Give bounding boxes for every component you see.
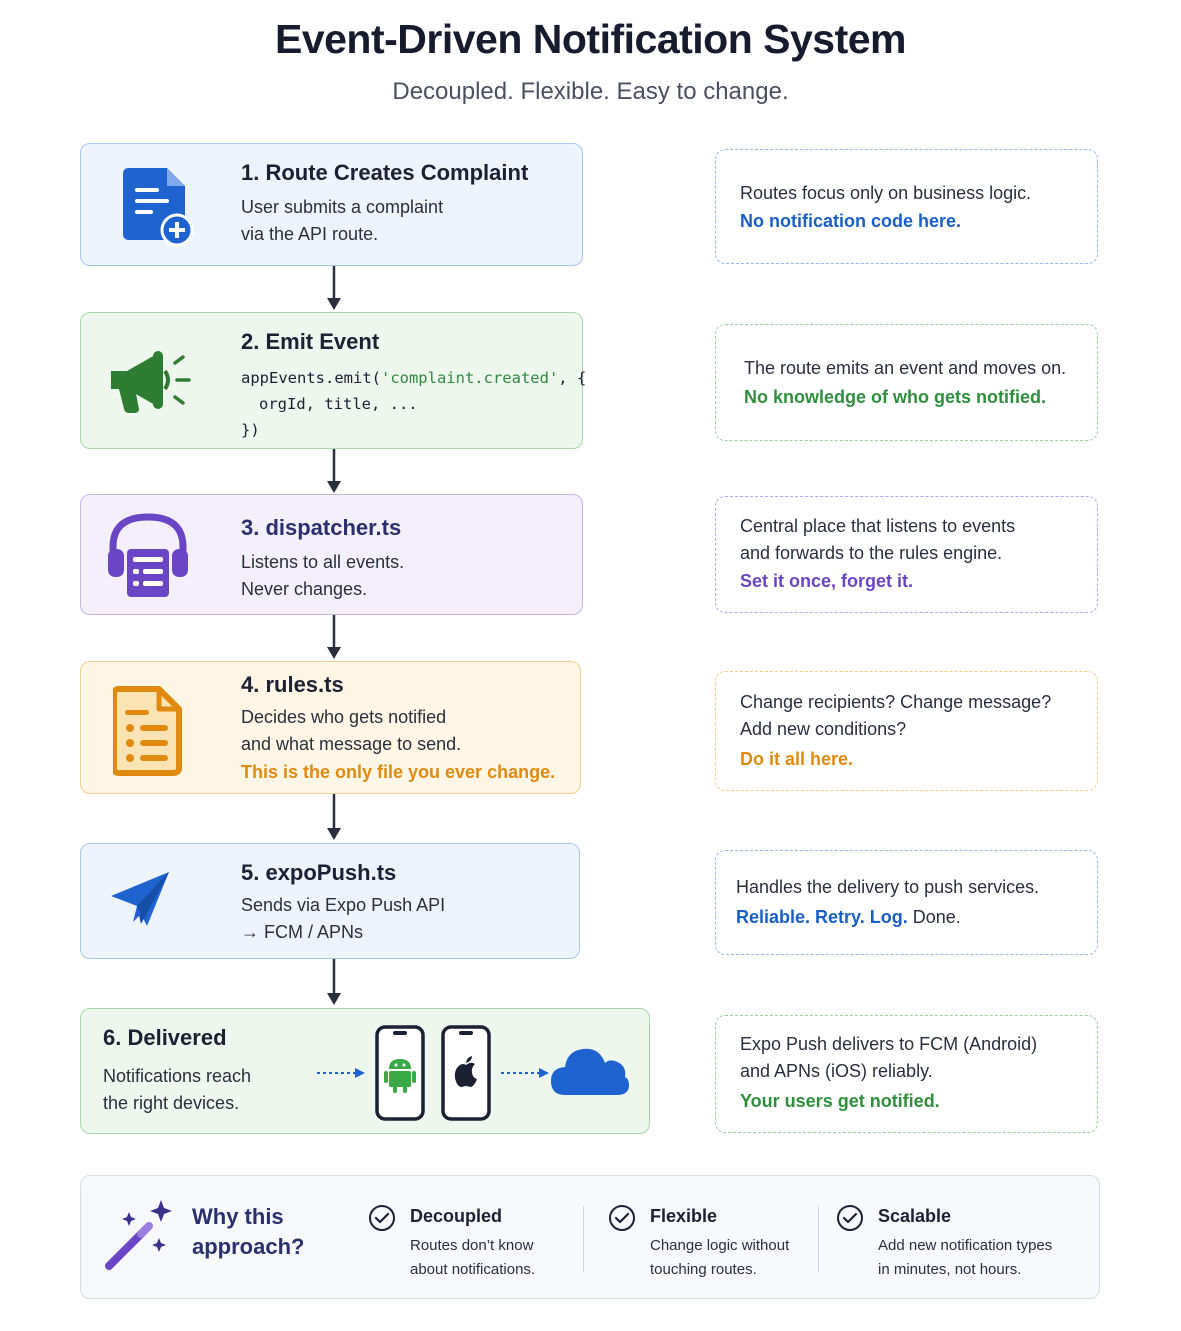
note-highlight: No notification code here.	[740, 211, 962, 231]
step-highlight: This is the only file you ever change.	[241, 762, 556, 782]
divider	[583, 1206, 584, 1272]
note-text: Change recipients? Change message?	[740, 692, 1052, 712]
note-rules	[715, 671, 1098, 791]
step-description: Sends via Expo Push API	[241, 895, 446, 915]
why-title: Why this approach?	[192, 1204, 305, 1259]
flow-arrow	[324, 615, 344, 661]
step-description: → FCM / APNs	[241, 922, 364, 942]
benefit-description: Add new notification types in minutes, not hours.	[878, 1237, 1053, 1278]
note-highlight: Set it once, forget it.	[740, 571, 914, 591]
step-title: 1. Route Creates Complaint	[241, 160, 529, 185]
step-description: Decides who gets notified	[241, 707, 447, 727]
flow-arrow	[324, 449, 344, 495]
page-subtitle: Decoupled. Flexible. Easy to change.	[392, 78, 789, 105]
step-description: via the API route.	[241, 224, 379, 244]
flow-arrow	[324, 794, 344, 842]
note-highlight: Reliable. Retry. Log.	[736, 907, 908, 927]
step-title: 5. expoPush.ts	[241, 860, 397, 885]
check-circle-icon	[836, 1204, 864, 1232]
benefit-title: Scalable	[878, 1206, 952, 1226]
step-description: Never changes.	[241, 579, 368, 599]
flow-arrow	[324, 266, 344, 312]
benefit-description: Routes don’t know about notifications.	[410, 1237, 536, 1278]
step-description: User submits a complaint	[241, 197, 444, 217]
step-rules	[80, 661, 581, 794]
note-text: The route emits an event and moves on.	[744, 358, 1067, 378]
note-route	[715, 149, 1098, 264]
note-text: Handles the delivery to push services.	[736, 877, 1040, 897]
step-title: 2. Emit Event	[241, 329, 380, 354]
note-dispatcher	[715, 496, 1098, 613]
benefit-title: Decoupled	[410, 1206, 503, 1226]
document-add-icon	[123, 166, 197, 253]
step-delivered	[80, 1008, 650, 1134]
note-text: and APNs (iOS) reliably.	[740, 1061, 933, 1081]
note-text: Expo Push delivers to FCM (Android)	[740, 1034, 1038, 1054]
note-text: Central place that listens to events	[740, 516, 1016, 536]
note-emit	[715, 324, 1098, 441]
step-description: Notifications reach	[103, 1066, 252, 1086]
step-title: 3. dispatcher.ts	[241, 515, 402, 540]
dotted-arrow	[501, 1067, 551, 1079]
checklist-document-icon	[113, 686, 183, 781]
note-text: and forwards to the rules engine.	[740, 543, 1003, 563]
note-highlight: Your users get notified.	[740, 1091, 940, 1111]
flow-arrow	[324, 959, 344, 1007]
code-line: orgId, title, ...	[259, 395, 418, 413]
code-line: })	[241, 421, 260, 439]
dotted-arrow	[317, 1067, 367, 1079]
step-route-creates-complaint	[80, 143, 583, 266]
note-text: Routes focus only on business logic.	[740, 183, 1032, 203]
apple-phone-icon	[441, 1025, 491, 1126]
step-description: the right devices.	[103, 1093, 240, 1113]
check-circle-icon	[368, 1204, 396, 1232]
benefit-description: Change logic without touching routes.	[650, 1237, 790, 1278]
step-description: and what message to send.	[241, 734, 462, 754]
step-description: Listens to all events.	[241, 552, 405, 572]
step-title: 6. Delivered	[103, 1025, 227, 1050]
step-emit-event	[80, 312, 587, 449]
page-title: Event-Driven Notification System	[274, 16, 907, 62]
headset-server-icon	[107, 511, 189, 606]
benefit-title: Flexible	[650, 1206, 718, 1226]
step-title: 4. rules.ts	[241, 672, 344, 697]
step-dispatcher	[80, 494, 583, 615]
step-expo-push	[80, 843, 580, 959]
divider	[818, 1206, 819, 1272]
note-text: Add new conditions?	[740, 719, 907, 739]
note-expo-push	[715, 850, 1098, 955]
paper-plane-icon	[109, 870, 173, 935]
note-delivered	[715, 1015, 1098, 1133]
cloud-icon	[551, 1041, 631, 1102]
why-panel	[80, 1175, 1100, 1299]
magic-wand-icon	[103, 1198, 177, 1279]
note-highlight: No knowledge of who gets notified.	[744, 387, 1046, 407]
check-circle-icon	[608, 1204, 636, 1232]
note-text: Done.	[907, 907, 961, 927]
megaphone-icon	[109, 349, 199, 420]
note-highlight: Do it all here.	[740, 749, 854, 769]
android-phone-icon	[375, 1025, 425, 1126]
code-line: appEvents.emit('complaint.created', {	[241, 369, 587, 387]
